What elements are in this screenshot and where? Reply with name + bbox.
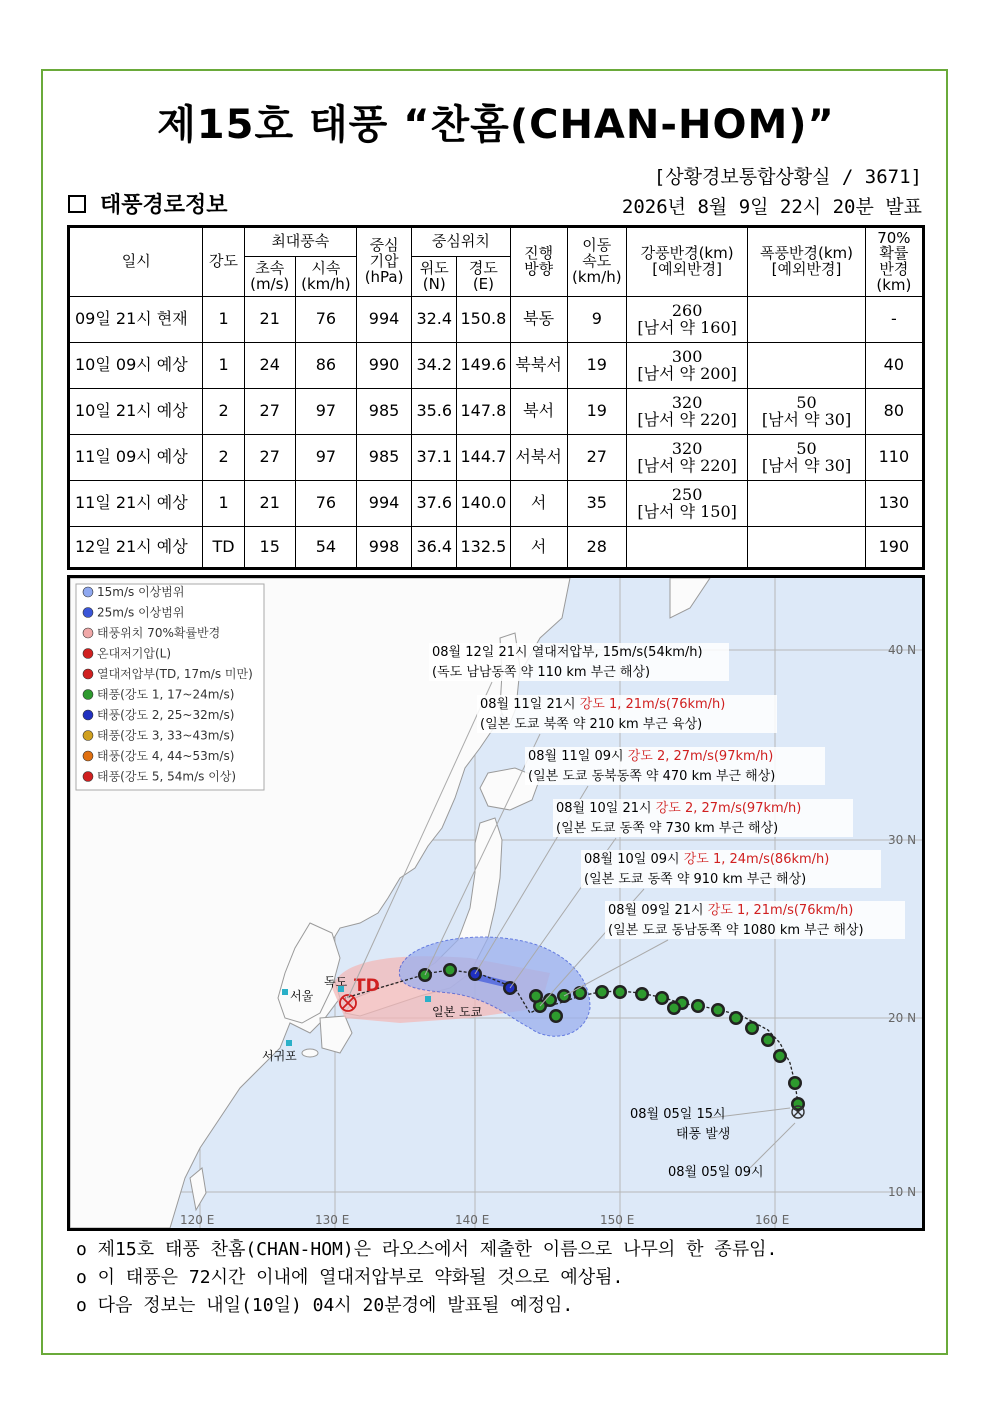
- table-row: [69, 435, 924, 481]
- cell-dir: 북동: [510, 297, 567, 343]
- strong-radius-exception: [남서 약 220]: [637, 455, 737, 475]
- typhoon-intensity-dot: [616, 988, 625, 997]
- legend-swatch-icon: [83, 587, 93, 597]
- storm-radius-exception: [남서 약 30]: [761, 455, 852, 475]
- strong-radius-exception: [남서 약 220]: [637, 409, 737, 429]
- callout-line2: (일본 도쿄 동남동쪽 약 1080 km 부근 해상): [608, 923, 864, 938]
- header-ms: 초속 (m/s): [244, 257, 295, 297]
- typhoon-intensity-dot: [546, 996, 555, 1005]
- callout-intensity: 강도 1, 24m/s(86km/h): [683, 852, 830, 867]
- cell-dt: 11일 21시 예상: [69, 481, 203, 527]
- callout-date: 08월 12일 21시 열대저압부, 15m/s(54km/h): [432, 645, 703, 660]
- cell-hpa: 985: [356, 389, 411, 435]
- header-intensity: 강도: [203, 227, 244, 297]
- cell-prob: 80: [865, 389, 923, 435]
- table-row: [69, 527, 924, 569]
- cell-dt: 10일 21시 예상: [69, 389, 203, 435]
- callout-line1: [584, 851, 829, 867]
- strong-radius-value: 260: [671, 300, 703, 320]
- page-title: 제15호 태풍 “찬홈(CHAN-HOM)”: [157, 102, 835, 148]
- place-tokyo: 일본 도쿄: [432, 1005, 483, 1019]
- header-kmh: 시속 (km/h): [295, 257, 356, 297]
- legend-label: 열대저압부(TD, 17m/s 미만): [97, 667, 253, 681]
- cell-prob: 110: [865, 435, 923, 481]
- typhoon-intensity-dot: [658, 994, 667, 1003]
- lon-label: 150 E: [600, 1213, 635, 1227]
- cell-hpa: 990: [356, 343, 411, 389]
- lat-label: 20 N: [888, 1011, 917, 1025]
- cell-int: 1: [203, 343, 244, 389]
- cell-kmh: 97: [295, 389, 356, 435]
- cell-hpa: 998: [356, 527, 411, 569]
- cell-kmh: 76: [295, 297, 356, 343]
- legend-swatch-icon: [83, 649, 93, 659]
- header-storm-radius: 폭풍반경(km) [예외반경]: [748, 227, 865, 297]
- lat-label: 30 N: [888, 833, 917, 847]
- typhoon-intensity-dot: [748, 1024, 757, 1033]
- cell-spd: 27: [567, 435, 626, 481]
- legend-swatch-icon: [83, 710, 93, 720]
- cell-storm-radius: [748, 481, 865, 527]
- header-pressure: 중심 기압 (hPa): [356, 227, 411, 297]
- cell-storm-radius: [748, 297, 865, 343]
- lat-label: 10 N: [888, 1185, 917, 1199]
- header-maxwind: 최대풍속: [244, 227, 356, 257]
- lat-label: 40 N: [888, 643, 917, 657]
- cell-spd: 28: [567, 527, 626, 569]
- cell-lat: 35.6: [412, 389, 457, 435]
- cell-ms: 27: [244, 389, 295, 435]
- cell-int: TD: [203, 527, 244, 569]
- office-label: [상황경보통합상황실 / 3671]: [653, 166, 922, 188]
- table-row: [69, 481, 924, 527]
- typhoon-intensity-dot: [576, 989, 585, 998]
- cell-int: 2: [203, 435, 244, 481]
- cell-strong-radius: [626, 481, 747, 527]
- cell-storm-radius: [748, 343, 865, 389]
- cell-lon: 132.5: [457, 527, 510, 569]
- callout-line1: [608, 902, 853, 918]
- typhoon-intensity-dot: [532, 992, 541, 1001]
- note-line: o 다음 정보는 내일(10일) 04시 20분경에 발표될 예정임.: [76, 1295, 574, 1316]
- cell-dir: 서북서: [510, 435, 567, 481]
- cell-dt: 11일 09시 예상: [69, 435, 203, 481]
- legend-swatch-icon: [83, 628, 93, 638]
- cell-ms: 15: [244, 527, 295, 569]
- storm-radius-value: 50: [796, 438, 817, 458]
- header-center: 중심위치: [412, 227, 510, 257]
- legend-swatch-icon: [83, 731, 93, 741]
- typhoon-intensity-dot: [598, 988, 607, 997]
- legend-swatch-icon: [83, 669, 93, 679]
- strong-radius-exception: [남서 약 160]: [637, 317, 737, 337]
- typhoon-intensity-dot: [764, 1036, 773, 1045]
- legend-label: 태풍위치 70%확률반경: [97, 626, 221, 640]
- callout-line2: (독도 남남동쪽 약 110 km 부근 해상): [432, 665, 651, 680]
- cell-dir: 북북서: [510, 343, 567, 389]
- cell-int: 1: [203, 297, 244, 343]
- seogwipo-marker: [286, 1040, 292, 1046]
- header-speed: 이동 속도 (km/h): [567, 227, 626, 297]
- legend-swatch-icon: [83, 608, 93, 618]
- header-direction: 진행 방향: [510, 227, 567, 297]
- callout-line1: [528, 748, 773, 764]
- cell-strong-radius: [626, 389, 747, 435]
- checkbox-square-icon: [68, 195, 86, 213]
- cell-storm-radius: [748, 527, 865, 569]
- cell-spd: 19: [567, 343, 626, 389]
- table-row: [69, 297, 924, 343]
- cell-ms: 21: [244, 297, 295, 343]
- section-heading: [68, 188, 228, 219]
- notes: [76, 1236, 777, 1320]
- legend-label: 태풍(강도 5, 54m/s 이상): [97, 769, 237, 784]
- callout-date: 08월 10일 09시: [584, 852, 684, 867]
- callout-line2: (일본 도쿄 동쪽 약 730 km 부근 해상): [556, 821, 779, 836]
- typhoon-intensity-dot: [552, 1012, 561, 1021]
- header-datetime: 일시: [69, 227, 203, 297]
- callout-intensity: 강도 1, 21m/s(76km/h): [579, 697, 726, 712]
- cell-kmh: 76: [295, 481, 356, 527]
- callout-intensity: 강도 2, 27m/s(97km/h): [655, 801, 802, 816]
- place-seogwipo: 서귀포: [262, 1049, 297, 1063]
- genesis-label2: 태풍 발생: [676, 1127, 731, 1142]
- track-table: [67, 225, 925, 570]
- callout-line2: (일본 도쿄 북쪽 약 210 km 부근 육상): [480, 717, 703, 732]
- cell-spd: 35: [567, 481, 626, 527]
- tokyo-marker: [425, 996, 431, 1002]
- cell-lon: 140.0: [457, 481, 510, 527]
- start-label: 08월 05일 09시: [668, 1165, 764, 1180]
- legend-swatch-icon: [83, 751, 93, 761]
- note-line: o 제15호 태풍 찬홈(CHAN-HOM)은 라오스에서 제출한 이름으로 나무의 한 종류임.: [76, 1239, 778, 1260]
- callout-line2: (일본 도쿄 동북동쪽 약 470 km 부근 해상): [528, 769, 776, 784]
- callout-date: 08월 09일 21시: [608, 903, 708, 918]
- table-row: [69, 343, 924, 389]
- strong-radius-value: 300: [671, 346, 703, 366]
- land-jeju: [302, 1049, 318, 1057]
- strong-radius-value: 320: [671, 392, 703, 412]
- cell-dir: 서: [510, 527, 567, 569]
- cell-strong-radius: [626, 343, 747, 389]
- cell-strong-radius: [626, 435, 747, 481]
- note-line: o 이 태풍은 72시간 이내에 열대저압부로 약화될 것으로 예상됨.: [76, 1267, 624, 1288]
- callout-intensity: 강도 2, 27m/s(97km/h): [627, 749, 774, 764]
- lon-label: 140 E: [455, 1213, 490, 1227]
- callout-line2: (일본 도쿄 동쪽 약 910 km 부근 해상): [584, 872, 807, 887]
- cell-dt: 09일 21시 현재: [69, 297, 203, 343]
- header-lon: 경도 (E): [457, 257, 510, 297]
- cell-int: 2: [203, 389, 244, 435]
- typhoon-intensity-dot: [694, 1002, 703, 1011]
- header-strong-radius: 강풍반경(km) [예외반경]: [626, 227, 747, 297]
- typhoon-intensity-dot: [791, 1079, 800, 1088]
- track-map: [67, 575, 925, 1231]
- typhoon-intensity-dot: [446, 966, 455, 975]
- cell-strong-radius: [626, 527, 747, 569]
- cell-dir: 북서: [510, 389, 567, 435]
- genesis-label: 08월 05일 15시: [630, 1107, 726, 1122]
- header-lat: 위도 (N): [412, 257, 457, 297]
- legend-label: 태풍(강도 4, 44~53m/s): [97, 749, 235, 763]
- cell-hpa: 994: [356, 297, 411, 343]
- lon-label: 120 E: [180, 1213, 215, 1227]
- cell-ms: 27: [244, 435, 295, 481]
- cell-spd: 9: [567, 297, 626, 343]
- cell-prob: -: [865, 297, 923, 343]
- strong-radius-value: 320: [671, 438, 703, 458]
- callout-line1: [556, 800, 801, 816]
- place-seoul: 서울: [290, 989, 314, 1003]
- cell-storm-radius: [748, 435, 865, 481]
- cell-hpa: 985: [356, 435, 411, 481]
- cell-lon: 144.7: [457, 435, 510, 481]
- legend-label: 온대저기압(L): [97, 646, 172, 661]
- cell-lat: 37.1: [412, 435, 457, 481]
- legend-swatch-icon: [83, 772, 93, 782]
- cell-kmh: 86: [295, 343, 356, 389]
- cell-ms: 24: [244, 343, 295, 389]
- typhoon-intensity-dot: [776, 1052, 785, 1061]
- cell-kmh: 97: [295, 435, 356, 481]
- cell-lat: 36.4: [412, 527, 457, 569]
- strong-radius-value: 250: [671, 484, 703, 504]
- section-title: 태풍경로정보: [100, 193, 228, 218]
- cell-lat: 37.6: [412, 481, 457, 527]
- legend-label: 25m/s 이상범위: [97, 605, 185, 620]
- seoul-marker: [282, 989, 288, 995]
- typhoon-intensity-dot: [714, 1006, 723, 1015]
- callout-date: 08월 10일 21시: [556, 801, 656, 816]
- place-dokdo: 독도: [324, 975, 348, 989]
- strong-radius-exception: [남서 약 150]: [637, 501, 737, 521]
- callout-intensity: 강도 1, 21m/s(76km/h): [707, 903, 854, 918]
- map-legend: [76, 584, 264, 790]
- storm-radius-value: 50: [796, 392, 817, 412]
- cell-lat: 32.4: [412, 297, 457, 343]
- cell-ms: 21: [244, 481, 295, 527]
- cell-dir: 서: [510, 481, 567, 527]
- callout-line1: [480, 696, 725, 712]
- cell-storm-radius: [748, 389, 865, 435]
- cell-lon: 150.8: [457, 297, 510, 343]
- strong-radius-exception: [남서 약 200]: [637, 363, 737, 383]
- lon-label: 160 E: [755, 1213, 790, 1227]
- callout-line1: [432, 644, 703, 660]
- cell-lon: 147.8: [457, 389, 510, 435]
- cell-int: 1: [203, 481, 244, 527]
- cell-hpa: 994: [356, 481, 411, 527]
- cell-lon: 149.6: [457, 343, 510, 389]
- table-row: [69, 389, 924, 435]
- storm-radius-exception: [남서 약 30]: [761, 409, 852, 429]
- cell-spd: 19: [567, 389, 626, 435]
- legend-swatch-icon: [83, 690, 93, 700]
- cell-strong-radius: [626, 297, 747, 343]
- typhoon-intensity-dot: [670, 1004, 679, 1013]
- place-td-label: TD: [354, 976, 380, 996]
- lon-label: 130 E: [315, 1213, 350, 1227]
- cell-dt: 10일 09시 예상: [69, 343, 203, 389]
- legend-label: 태풍(강도 3, 33~43m/s): [97, 728, 235, 743]
- typhoon-intensity-dot: [638, 990, 647, 999]
- legend-label: 15m/s 이상범위: [97, 585, 185, 599]
- callout-date: 08월 11일 09시: [528, 749, 628, 764]
- cell-dt: 12일 21시 예상: [69, 527, 203, 569]
- cell-prob: 130: [865, 481, 923, 527]
- track-map-svg: [70, 578, 922, 1228]
- legend-label: 태풍(강도 1, 17~24m/s): [97, 687, 235, 702]
- cell-kmh: 54: [295, 527, 356, 569]
- header-probability: 70% 확률 반경 (km): [865, 227, 923, 297]
- cell-lat: 34.2: [412, 343, 457, 389]
- typhoon-intensity-dot: [732, 1014, 741, 1023]
- legend-label: 태풍(강도 2, 25~32m/s): [97, 708, 235, 722]
- cell-prob: 40: [865, 343, 923, 389]
- cell-prob: 190: [865, 527, 923, 569]
- issued-time: 2026년 8월 9일 22시 20분 발표: [621, 196, 922, 218]
- callout-date: 08월 11일 21시: [480, 697, 580, 712]
